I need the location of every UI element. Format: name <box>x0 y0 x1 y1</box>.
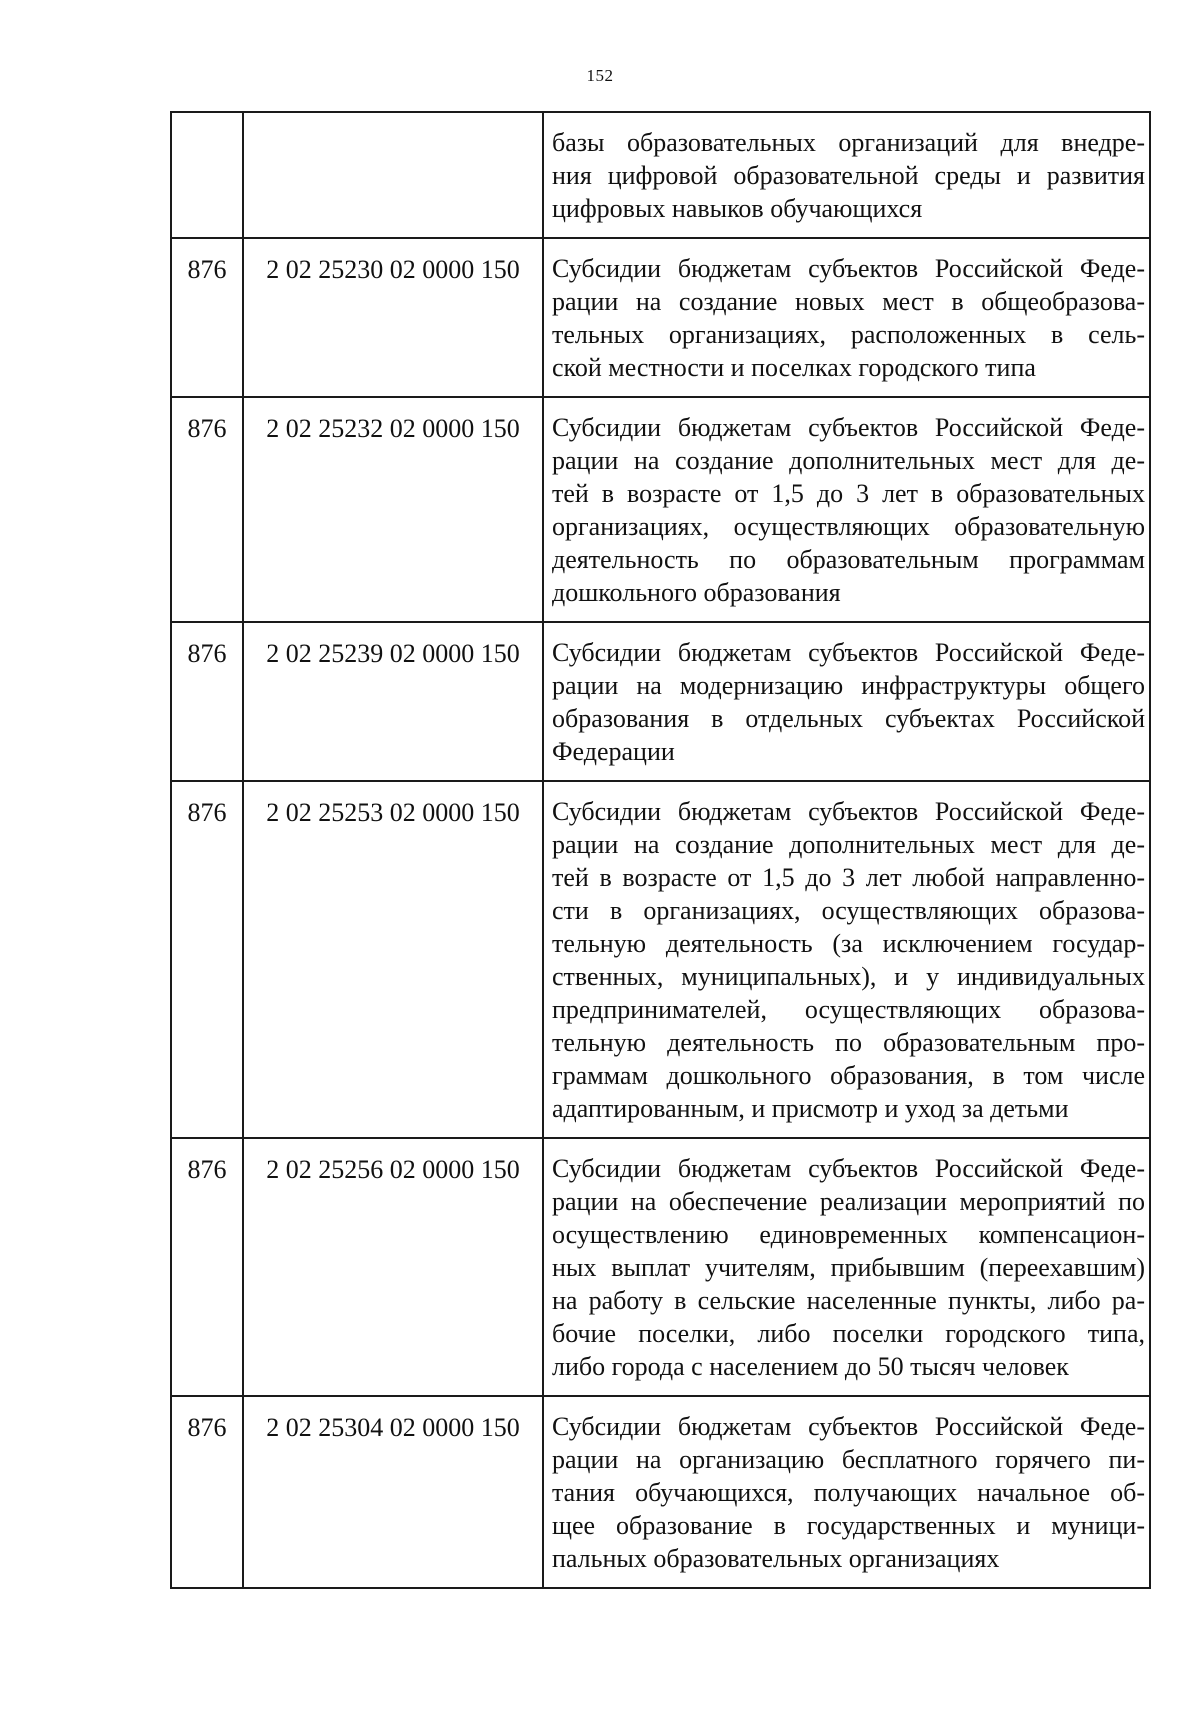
description-line: образования в отдельных субъектах Российской <box>552 704 1145 733</box>
budget-code-cell <box>243 112 543 238</box>
budget-classification-table <box>170 111 1151 1589</box>
description-line: Субсидии бюджетам субъектов Российской Феде- <box>552 1412 1145 1441</box>
table-row <box>171 238 1150 397</box>
table-row <box>171 1138 1150 1396</box>
admin-code-cell: 876 <box>171 397 243 622</box>
budget-code-cell: 2 02 25304 02 0000 150 <box>243 1396 543 1588</box>
description-line: тельную деятельность (за исключением государ- <box>552 929 1145 958</box>
budget-code-cell: 2 02 25239 02 0000 150 <box>243 622 543 781</box>
budget-code-cell: 2 02 25232 02 0000 150 <box>243 397 543 622</box>
description-line: рации на модернизацию инфраструктуры общего <box>552 671 1145 700</box>
table-row <box>171 112 1150 238</box>
page-number: 152 <box>586 66 614 85</box>
description-line: ской местности и поселках городского типа <box>552 353 1036 382</box>
description-line: Субсидии бюджетам субъектов Российской Феде- <box>552 254 1145 283</box>
description-line: цифровых навыков обучающихся <box>552 194 923 223</box>
description-line: либо города с населением до 50 тысяч человек <box>552 1352 1069 1381</box>
description-line: ных выплат учителям, прибывшим (переехавшим) <box>552 1253 1145 1282</box>
budget-code-cell: 2 02 25256 02 0000 150 <box>243 1138 543 1396</box>
description-line: базы образовательных организаций для внедре- <box>552 128 1145 157</box>
description-line: щее образование в государственных и муници- <box>552 1511 1145 1540</box>
description-cell <box>543 1396 1150 1588</box>
description-cell <box>543 397 1150 622</box>
description-line: на работу в сельские населенные пункты, либо ра- <box>552 1286 1145 1315</box>
table-row <box>171 397 1150 622</box>
admin-code-cell: 876 <box>171 238 243 397</box>
description-line: рации на создание новых мест в общеобразова- <box>552 287 1145 316</box>
table-row <box>171 622 1150 781</box>
admin-code-cell: 876 <box>171 781 243 1138</box>
description-line: Федерации <box>552 737 675 766</box>
description-cell <box>543 112 1150 238</box>
description-line: тей в возрасте от 1,5 до 3 лет любой направленно- <box>552 863 1145 892</box>
description-line: тельных организациях, расположенных в сель- <box>552 320 1145 349</box>
description-line: рации на обеспечение реализации мероприятий по <box>552 1187 1145 1216</box>
table-row <box>171 781 1150 1138</box>
description-line: граммам дошкольного образования, в том числе <box>552 1061 1145 1090</box>
description-line: Субсидии бюджетам субъектов Российской Феде- <box>552 797 1145 826</box>
description-line: Субсидии бюджетам субъектов Российской Феде- <box>552 413 1145 442</box>
description-line: бочие поселки, либо поселки городского типа, <box>552 1319 1145 1348</box>
budget-code-cell: 2 02 25253 02 0000 150 <box>243 781 543 1138</box>
table-row <box>171 1396 1150 1588</box>
description-line: тания обучающихся, получающих начальное об- <box>552 1478 1145 1507</box>
admin-code-cell <box>171 112 243 238</box>
description-line: ния цифровой образовательной среды и развития <box>552 161 1145 190</box>
description-line: дошкольного образования <box>552 578 841 607</box>
description-line: рации на создание дополнительных мест для де- <box>552 830 1145 859</box>
description-cell <box>543 238 1150 397</box>
description-line: организациях, осуществляющих образовательную <box>552 512 1145 541</box>
description-cell <box>543 622 1150 781</box>
description-line: сти в организациях, осуществляющих образова- <box>552 896 1145 925</box>
description-line: Субсидии бюджетам субъектов Российской Феде- <box>552 1154 1145 1183</box>
description-cell <box>543 781 1150 1138</box>
description-line: пальных образовательных организациях <box>552 1544 1000 1573</box>
description-line: рации на создание дополнительных мест для де- <box>552 446 1145 475</box>
description-line: тельную деятельность по образовательным про- <box>552 1028 1145 1057</box>
description-line: осуществлению единовременных компенсацион- <box>552 1220 1145 1249</box>
admin-code-cell: 876 <box>171 622 243 781</box>
admin-code-cell: 876 <box>171 1396 243 1588</box>
admin-code-cell: 876 <box>171 1138 243 1396</box>
description-line: рации на организацию бесплатного горячего пи- <box>552 1445 1145 1474</box>
budget-code-cell: 2 02 25230 02 0000 150 <box>243 238 543 397</box>
description-cell <box>543 1138 1150 1396</box>
description-line: Субсидии бюджетам субъектов Российской Феде- <box>552 638 1145 667</box>
description-line: тей в возрасте от 1,5 до 3 лет в образовательных <box>552 479 1145 508</box>
table-body <box>171 112 1150 1588</box>
description-line: деятельность по образовательным программам <box>552 545 1145 574</box>
description-line: предпринимателей, осуществляющих образова- <box>552 995 1145 1024</box>
description-line: адаптированным, и присмотр и уход за детьми <box>552 1094 1069 1123</box>
description-line: ственных, муниципальных), и у индивидуальных <box>552 962 1145 991</box>
